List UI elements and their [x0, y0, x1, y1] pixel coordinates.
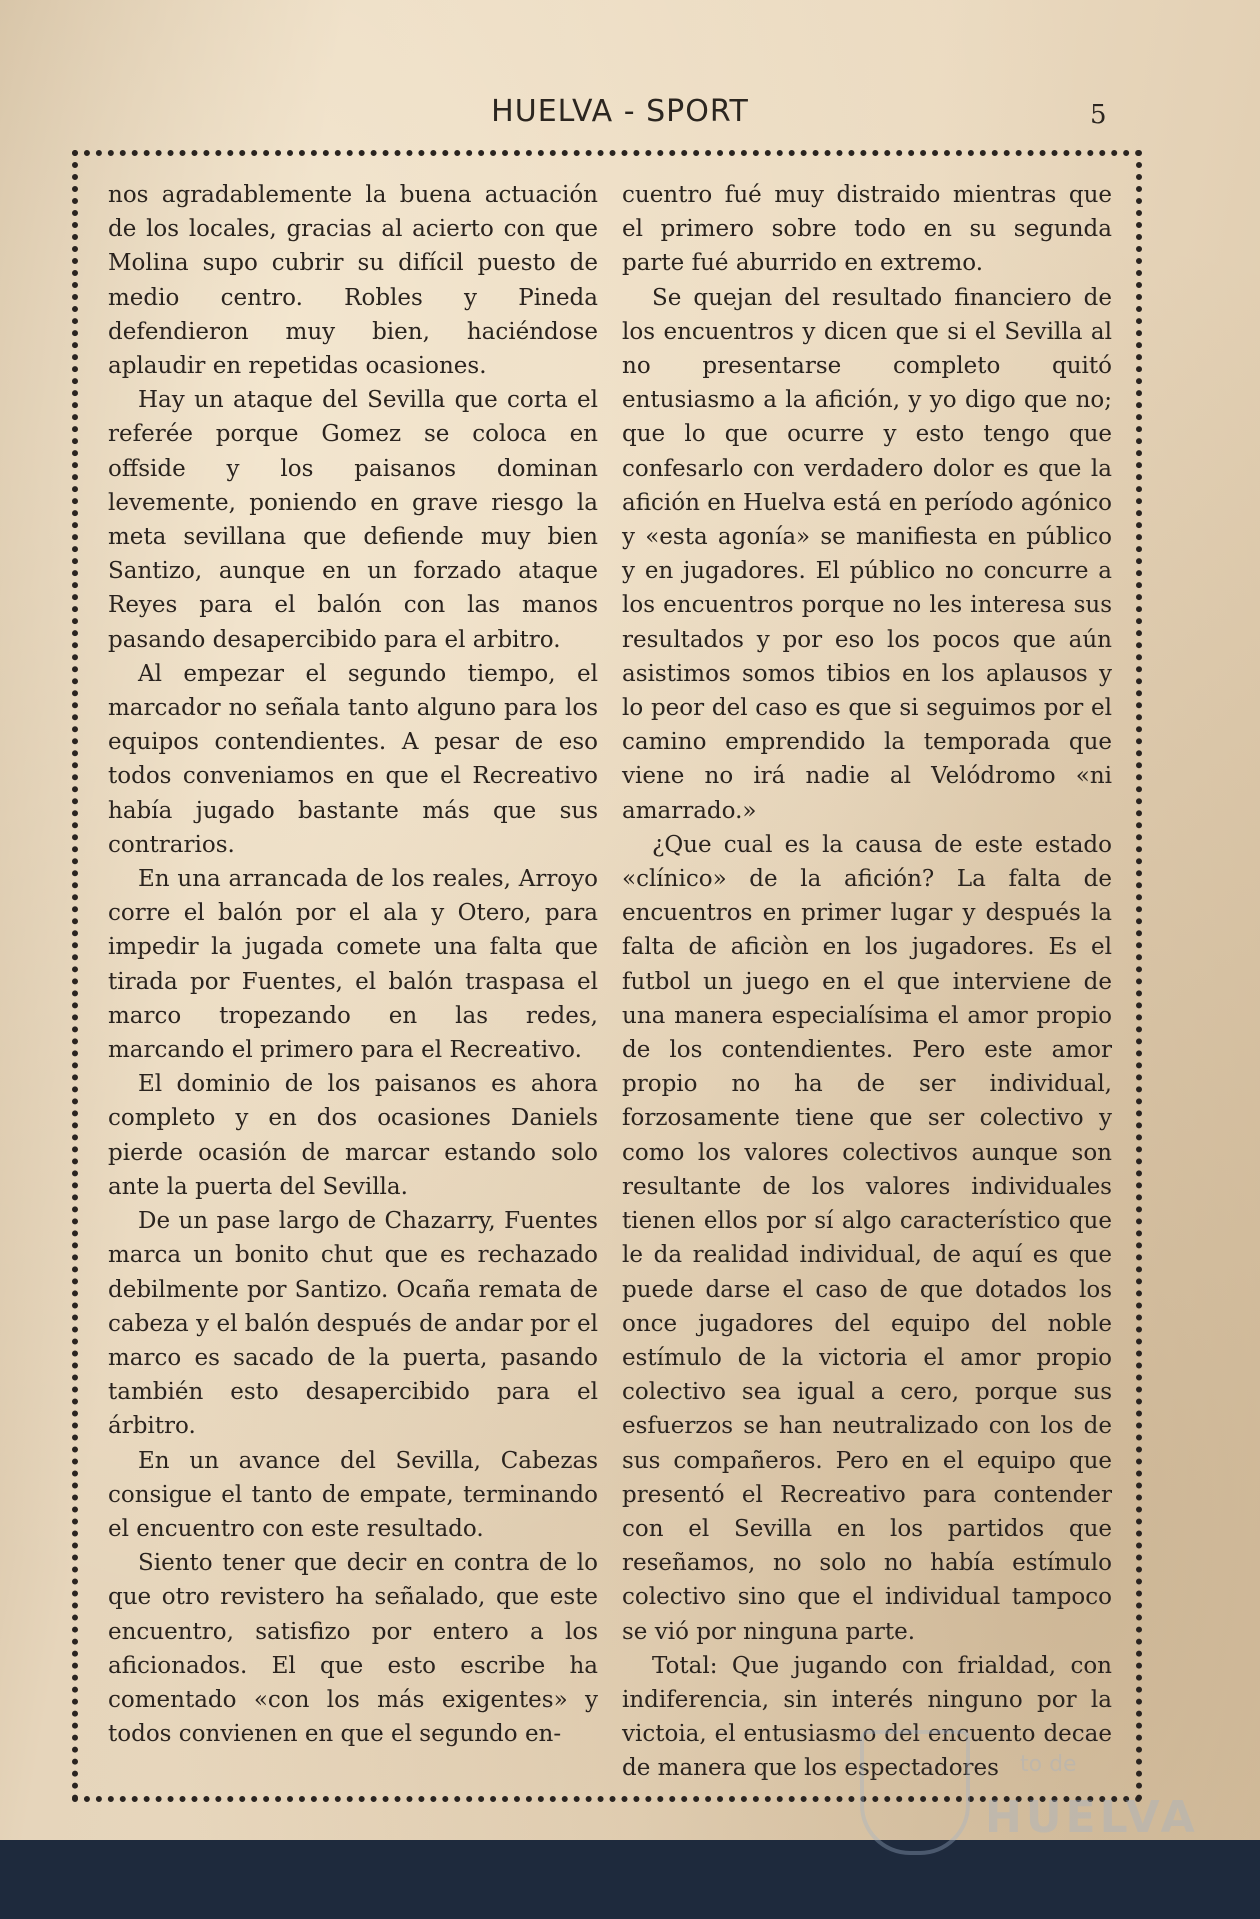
paragraph: En una arrancada de los reales, Arroyo corre el balón por el ala y Otero, para impedir la jugada comete una falta que tirada por Fuentes, el balón traspasa el marco tropezando en las redes, marcando el primero para el Recreativo. — [108, 866, 598, 1064]
page-header-title: HUELVA - SPORT — [491, 94, 749, 129]
paragraph: Al empezar el segundo tiempo, el marcador no señala tanto alguno para los equipos contendientes. A pesar de eso todos conveniamos en que el Recreativo había jugado bastante más que sus contrarios. — [108, 660, 598, 858]
paragraph: ¿Que cual es la causa de este estado «clínico» de la afición? La falta de encuentros en primer lugar y después la falta de aficiòn en los jugadores. Es el futbol un juego en el que interviene de una manera especialísima el amor propio de los contendientes. Pero este amor propio no ha de ser individual, forzosamente tiene que ser colectivo y como los valores colectivos aunque son resultante de los valores individuales tienen ellos por sí algo característico que le da realidad individual, de aquí es que puede darse el caso de que dotados los once jugadores del equipo del noble estímulo de la victoria el amor propio colectivo sea igual a cero, porque sus esfuerzos se han neutralizado con los de sus compañeros. Pero en el equipo que presentó el Recreativo para contender con el Sevilla en los partidos que reseñamos, no solo no había estímulo colectivo sino que el individual tampoco se vió por ninguna parte. — [622, 831, 1112, 1645]
paragraph: De un pase largo de Chazarry, Fuentes marca un bonito chut que es rechazado debilmente por Santizo. Ocaña remata de cabeza y el balón después de andar por el marco es sacado de la puerta, pasando también esto desapercibido para el árbitro. — [108, 1208, 598, 1440]
shield-icon — [860, 1730, 970, 1855]
watermark-small-text: to de — [1020, 1752, 1077, 1777]
paragraph: En un avance del Sevilla, Cabezas consigue el tanto de empate, terminando el encuentro con este resultado. — [108, 1447, 598, 1542]
paragraph: cuentro fué muy distraido mientras que el primero sobre todo en su segunda parte fué aburrido en extremo. — [622, 182, 1112, 277]
archive-watermark — [860, 1730, 1199, 1860]
paragraph: Siento tener que decir en contra de lo que otro revistero ha señalado, que este encuentro, satisfizo por entero a los aficionados. El que esto escribe ha comentado «con los más exigentes» y todos convienen en que el segundo en- — [108, 1550, 598, 1748]
watermark-logo-text: HUELVA — [985, 1792, 1199, 1843]
paragraph: Total: Que jugando con frialdad, con indiferencia, sin interés ninguno por la victoia, el entusiasmo del encuento decae de manera que los espectadores — [622, 1652, 1112, 1782]
text-column-left — [108, 178, 598, 1751]
paragraph: Se quejan del resultado financiero de los encuentros y dicen que si el Sevilla al no presentarse completo quitó entusiasmo a la afición, y yo digo que no; que lo que ocurre y esto tengo que confesarlo con verdadero dolor es que la afición en Huelva está en período agónico y «esta agonía» se manifiesta en público y en jugadores. El público no concurre a los encuentros porque no les interesa sus resultados y por eso los pocos que aún asistimos somos tibios en los aplausos y lo peor del caso es que si seguimos por el camino emprendido la temporada que viene no irá nadie al Velódromo «ni amarrado.» — [622, 284, 1112, 824]
paragraph: Hay un ataque del Sevilla que corta el referée porque Gomez se coloca en offside y los paisanos dominan levemente, poniendo en grave riesgo la meta sevillana que defiende muy bien Santizo, aunque en un forzado ataque Reyes para el balón con las manos pasando desapercibido para el arbitro. — [108, 387, 598, 653]
page-number: 5 — [1090, 100, 1107, 130]
paragraph: El dominio de los paisanos es ahora completo y en dos ocasiones Daniels pierde ocasión de marcar estando solo ante la puerta del Sevilla. — [108, 1071, 598, 1200]
paragraph: nos agradablemente la buena actuación de los locales, gracias al acierto con que Molina supo cubrir su difícil puesto de medio centro. Robles y Pineda defendieron muy bien, haciéndose aplaudir en repetidas ocasiones. — [108, 182, 598, 380]
text-column-right — [622, 178, 1112, 1786]
